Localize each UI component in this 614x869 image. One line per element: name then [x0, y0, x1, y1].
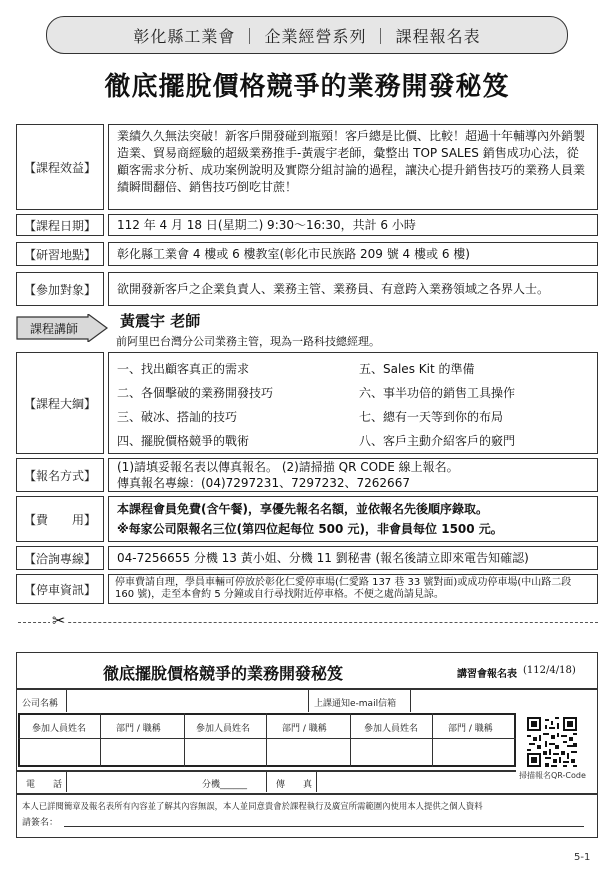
label-parking: 【停車資訊】: [16, 574, 104, 604]
form-divider: [316, 772, 317, 792]
label-contact: 【洽詢專線】: [16, 546, 104, 570]
form-divider: [66, 772, 67, 792]
qr-caption: 掃描報名QR-Code: [519, 771, 586, 780]
ext-label: 分機______: [202, 780, 248, 790]
form-divider: [100, 713, 101, 767]
outline-list: [117, 357, 589, 453]
header-banner: [46, 16, 568, 54]
outline-item: 三、破冰、搭訕的技巧: [117, 410, 238, 424]
company-label: 公司名稱: [22, 699, 59, 709]
signup-line2: 傳真報名專線：(04)7297231、7297232、7262667: [117, 476, 410, 490]
form-divider: [350, 713, 351, 767]
phone-input[interactable]: [68, 773, 198, 791]
label-signup: 【報名方式】: [16, 458, 104, 492]
label-date: 【課程日期】: [16, 214, 104, 236]
label-venue: 【研習地點】: [16, 242, 104, 266]
company-input[interactable]: [68, 691, 306, 711]
outline-item: 六、事半功倍的銷售工具操作: [359, 386, 516, 400]
form-divider: [16, 793, 598, 795]
col-header-name: 參加人員姓名: [364, 724, 419, 734]
label-benefit: 【課程效益】: [16, 124, 104, 210]
signature-label: 請簽名：: [22, 818, 59, 828]
signup-line1: (1)請填妥報名表以傳真報名。 (2)請掃描 QR CODE 線上報名。: [117, 460, 459, 474]
form-subtitle: 講習會報名表: [457, 669, 517, 680]
venue-text: 彰化縣工業會 4 樓或 6 樓教室(彰化市民族路 209 號 4 樓或 6 樓): [117, 246, 470, 261]
fee-box: [108, 496, 598, 542]
attendee-dept-input[interactable]: [268, 740, 350, 766]
form-divider: [18, 738, 516, 739]
col-header-dept: 部門 / 職稱: [448, 724, 493, 734]
phone-label: 電 話: [26, 780, 63, 790]
instructor-name: 黃震宇 老師: [120, 312, 201, 330]
fax-input[interactable]: [318, 773, 514, 791]
form-divider: [266, 772, 267, 792]
form-divider: [184, 713, 185, 767]
instructor-desc: 前阿里巴台灣分公司業務主管，現為一路科技總經理。: [116, 335, 380, 348]
form-divider: [16, 688, 598, 690]
form-divider: [66, 690, 67, 712]
page-title: 徹底擺脫價格競爭的業務開發秘笈: [104, 72, 510, 102]
attendee-dept-input[interactable]: [434, 740, 514, 766]
outline-box: [108, 352, 598, 454]
contact-text: 04-7256655 分機 13 黃小姐、分機 11 劉秘書 (報名後請立即來電告知確認): [117, 550, 529, 565]
attendee-dept-input[interactable]: [102, 740, 184, 766]
parking-text: 停車費請自理，學員車輛可停放於彰化仁愛停車場(仁愛路 137 巷 33 號對面)或成功停車場(中山路二段 160 號)，走至本會約 5 分鐘或自行尋找附近停車格。不便之處尚請見諒。: [115, 577, 572, 600]
col-header-name: 參加人員姓名: [196, 724, 251, 734]
label-fee: 【費 用】: [16, 496, 104, 542]
date-box: [108, 214, 598, 236]
contact-box: [108, 546, 598, 570]
parking-box: [108, 574, 598, 604]
outline-item: 八、客戶主動介紹客戶的竅門: [359, 434, 516, 448]
cut-line: [18, 622, 598, 623]
outline-item: 五、Sales Kit 的準備: [359, 362, 475, 376]
outline-item: 一、找出顧客真正的需求: [117, 362, 250, 376]
outline-item: 七、總有一天等到你的布局: [359, 410, 504, 424]
audience-box: [108, 272, 598, 306]
qr-code-icon[interactable]: [527, 717, 577, 767]
label-audience: 【參加對象】: [16, 272, 104, 306]
form-divider: [432, 713, 433, 767]
outline-item: 四、擺脫價格競爭的戰術: [117, 434, 250, 448]
col-header-dept: 部門 / 職稱: [116, 724, 161, 734]
form-divider: [308, 690, 309, 712]
venue-box: [108, 242, 598, 266]
form-divider: [266, 713, 267, 767]
header-text: 彰化縣工業會 ｜ 企業經營系列 ｜ 課程報名表: [133, 26, 481, 46]
attendee-name-input[interactable]: [352, 740, 432, 766]
col-header-name: 參加人員姓名: [32, 724, 87, 734]
form-divider: [410, 690, 411, 712]
benefit-box: [108, 124, 598, 210]
fee-line2: ※每家公司限報名三位(第四位起每位 500 元)，非會員每位 1500 元。: [117, 522, 503, 536]
page-number: 5-1: [574, 852, 591, 863]
label-outline: 【課程大綱】: [16, 352, 104, 454]
scissors-icon: ✂: [52, 611, 66, 630]
form-title: 徹底擺脫價格競爭的業務開發秘笈: [103, 664, 344, 683]
signature-line[interactable]: [64, 826, 584, 827]
col-header-dept: 部門 / 職稱: [282, 724, 327, 734]
form-date: (112/4/18): [523, 665, 576, 676]
fee-line1: 本課程會員免費(含午餐)，享優先報名名額，並依報名先後順序錄取。: [117, 502, 488, 516]
fax-label: 傳 真: [276, 780, 313, 790]
audience-text: 欲開發新客戶之企業負責人、業務主管、業務員、有意跨入業務領域之各界人士。: [117, 281, 550, 296]
email-label: 上課通知e-mail信箱: [314, 699, 397, 709]
email-input[interactable]: [412, 691, 516, 711]
consent-text: 本人已詳閱簡章及報名表所有內容並了解其內容無誤，本人並同意貴會於課程執行及廣宣所需範圍內使用本人提供之個人資料: [22, 801, 483, 811]
date-text: 112 年 4 月 18 日(星期二) 9:30～16:30，共計 6 小時: [117, 217, 416, 232]
attendee-name-input[interactable]: [186, 740, 266, 766]
signup-box: [108, 458, 598, 492]
outline-item: 二、各個擊破的業務開發技巧: [117, 386, 274, 400]
benefit-text: 業績久久無法突破！新客戶開發碰到瓶頸！客戶總是比價、比較！超過十年輔導內外銷製造業、貿易商經驗的超級業務推手-黃震宇老師，彙整出 TOP SALES 銷售成功心法，從顧客需求分析、成功案例說明及實際分組討論的過程，讓決心提升銷售技巧的業務人員業績瞬間翻倍、銷售技巧倒吃甘蔗！: [117, 129, 586, 194]
instructor-label: 課程講師: [29, 321, 78, 336]
attendee-name-input[interactable]: [20, 740, 100, 766]
